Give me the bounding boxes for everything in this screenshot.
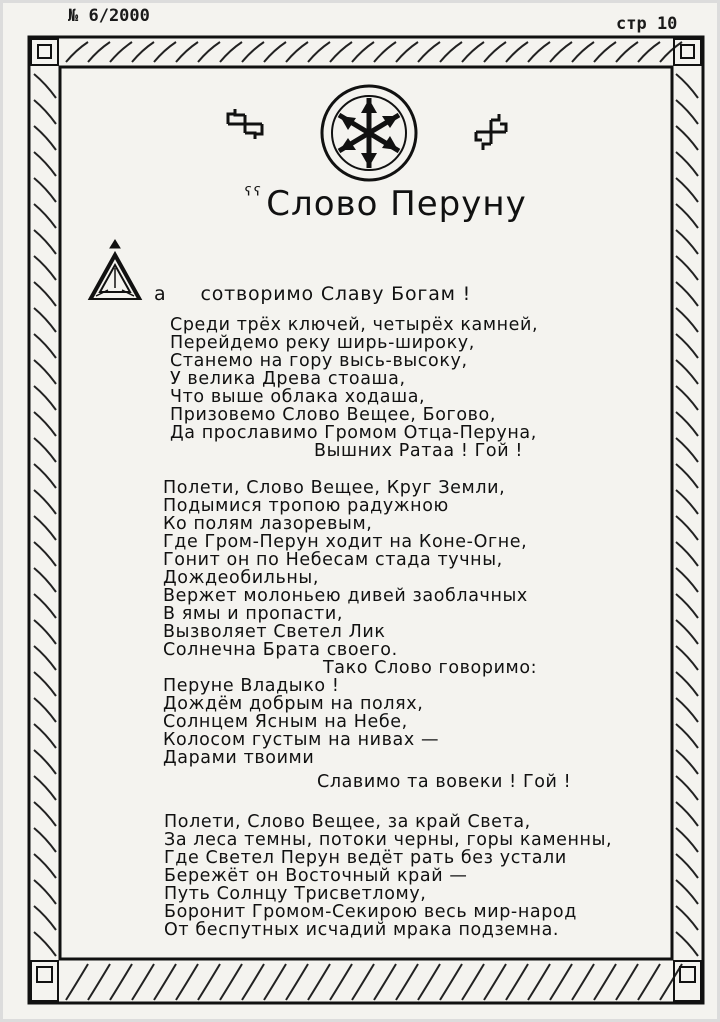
verse-line: От беспутных исчадий мрака подземна. <box>164 920 560 940</box>
verse-line: Солнцем Ясным на Небе, <box>163 712 408 732</box>
verse-line: Вержет молоньею дивей заоблачных <box>163 586 528 606</box>
verse-line: Славимо та вовеки ! Гой ! <box>317 772 572 792</box>
page-number: стр 10 <box>616 14 678 34</box>
verse-line: Вызволяет Светел Лик <box>163 622 386 642</box>
verse-line: У велика Древа стоаша, <box>170 369 406 389</box>
verse-line: За леса темны, потоки черны, горы каменны, <box>164 830 613 850</box>
swastika-icon-left <box>228 109 262 139</box>
kolovrat-wheel-icon <box>322 86 416 180</box>
verse-line: Перуне Владыко ! <box>163 676 340 696</box>
issue-number: № 6/2000 <box>68 6 150 26</box>
verse-line: Да прославимо Громом Отца-Перуна, <box>170 423 537 443</box>
stanza-1 <box>170 316 538 460</box>
title-ornament-mark: ˁˁ <box>244 184 263 209</box>
verse-line: Призовемо Слово Вещее, Богово, <box>170 405 497 425</box>
verse-line: Вышних Ратаа ! Гой ! <box>314 441 523 461</box>
swastika-icon-right <box>476 114 506 150</box>
title-text: Слово Перуну <box>266 184 527 224</box>
verse-line: Станемо на гору высь-высоку, <box>170 351 468 371</box>
verse-line: Где Светел Перун ведёт рать без устали <box>164 848 567 868</box>
verse-line: Дарами твоими <box>163 748 315 768</box>
verse-line: Подымися тропою радужною <box>163 496 449 516</box>
opening-first-letters: а <box>154 283 167 305</box>
verse-line: Что выше облака ходаша, <box>170 387 426 407</box>
verse-line: Среди трёх ключей, четырёх камней, <box>170 315 539 335</box>
verse-line: Дождём добрым на полях, <box>163 694 424 714</box>
verse-line: Путь Солнцу Трисветлому, <box>164 884 427 904</box>
verse-line: Где Гром-Перун ходит на Коне-Огне, <box>163 532 528 552</box>
verse-line: Боронит Громом-Секирою весь мир-народ <box>164 902 577 922</box>
stanza-3 <box>164 813 612 939</box>
opening-line <box>154 283 471 305</box>
stanza-2 <box>163 479 571 791</box>
verse-line: В ямы и пропасти, <box>163 604 343 624</box>
verse-line: Бережёт он Восточный край — <box>164 866 468 886</box>
drop-cap-d <box>83 240 148 300</box>
verse-line: Перейдемо реку ширь-широку, <box>170 333 475 353</box>
verse-line: Солнечна Брата своего. <box>163 640 398 660</box>
page-title <box>244 184 544 224</box>
verse-line: Полети, Слово Вещее, за край Света, <box>164 812 531 832</box>
verse-line: Колосом густым на нивах — <box>163 730 440 750</box>
verse-line: Дождеобильны, <box>163 568 320 588</box>
verse-line: Полети, Слово Вещее, Круг Земли, <box>163 478 506 498</box>
verse-line: Ко полям лазоревым, <box>163 514 373 534</box>
ornament-row <box>0 0 720 300</box>
verse-line: Гонит он по Небесам стада тучны, <box>163 550 503 570</box>
verse-line: Тако Слово говоримо: <box>323 658 538 678</box>
opening-rest: сотворимо Славу Богам ! <box>200 283 472 305</box>
